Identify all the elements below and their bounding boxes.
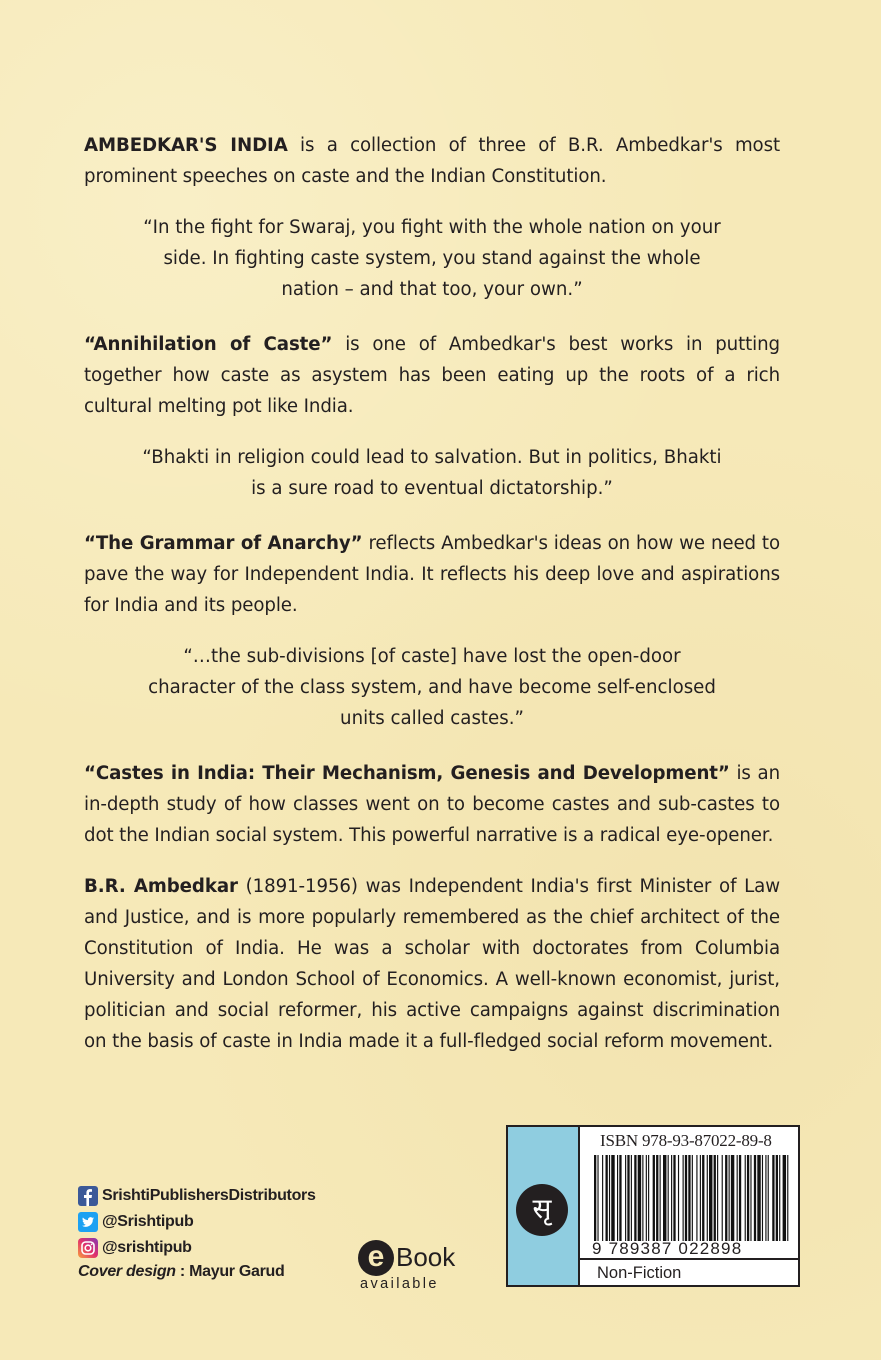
isbn-label: ISBN 978-93-87022-89-8 (600, 1131, 772, 1150)
barcode-bar (700, 1155, 701, 1241)
barcode-bar (631, 1155, 632, 1241)
barcode-bar (745, 1155, 746, 1241)
barcode-bars (592, 1155, 792, 1247)
barcode-bar (762, 1155, 763, 1241)
barcode-bar (678, 1155, 679, 1241)
book-title: AMBEDKAR'S INDIA (84, 135, 288, 156)
cover-design-separator: : (175, 1263, 190, 1280)
author-name: B.R. Ambedkar (84, 876, 238, 897)
ebook-badge (358, 1240, 478, 1300)
barcode-bar (602, 1155, 603, 1241)
twitter-link[interactable] (78, 1209, 316, 1235)
barcode-bar (671, 1155, 672, 1241)
ebook-available: available (360, 1276, 439, 1292)
barcode-bar (722, 1155, 723, 1241)
barcode-bar (653, 1155, 655, 1241)
section-grammar-title: “The Grammar of Anarchy” (84, 533, 363, 554)
barcode-bar (656, 1155, 658, 1241)
barcode-bar (692, 1155, 693, 1241)
twitter-handle: @Srishtipub (102, 1213, 194, 1230)
back-cover-text (84, 130, 780, 1077)
intro-text: is a collection of three of B.R. Ambedkar's most prominent speeches on caste and the Indian Constitution. (84, 135, 780, 187)
barcode-bar (642, 1155, 643, 1241)
barcode-bar (717, 1155, 718, 1241)
barcode-bar (611, 1155, 614, 1241)
facebook-icon (78, 1186, 98, 1206)
instagram-icon (78, 1238, 98, 1258)
barcode-bar (779, 1155, 780, 1241)
quote-3: “…the sub-divisions [of caste] have lost the open-door character of the class system, and have become self-enclosed units called castes.” (148, 646, 716, 729)
barcode-bar (660, 1155, 661, 1241)
section-castes-text: is an in-depth study of how classes went on to become castes and sub-castes to dot the Indian social system. This powerful narrative is a radical eye-opener. (84, 763, 781, 846)
quote-1: “In the fight for Swaraj, you fight with the whole nation on your side. In fighting caste system, you stand against the whole nation – and that too, your own.” (143, 217, 721, 300)
barcode-bar (765, 1155, 766, 1241)
barcode-bar (702, 1155, 704, 1241)
barcode-bar (750, 1155, 751, 1241)
barcode-bar (776, 1155, 778, 1241)
ebook-e-icon: e (358, 1240, 394, 1276)
barcode-bar (634, 1155, 636, 1241)
section-castes-title: “Castes in India: Their Mechanism, Genesis and Development” (84, 763, 730, 784)
barcode-bar (685, 1155, 687, 1241)
barcode-bar (597, 1155, 598, 1241)
section-castes (84, 758, 780, 851)
instagram-link[interactable] (78, 1235, 316, 1261)
twitter-icon (78, 1212, 98, 1232)
barcode-bar (725, 1155, 727, 1241)
barcode-bar (787, 1155, 788, 1241)
intro-paragraph (84, 130, 780, 192)
barcode-bar (619, 1155, 621, 1241)
isbn-barcode-box (506, 1125, 800, 1287)
barcode-bar (768, 1155, 769, 1241)
barcode-bar (747, 1155, 749, 1241)
isbn-digits: 9 789387 022898 (592, 1239, 743, 1258)
section-annihilation-title: “Annihilation of Caste” (84, 334, 333, 355)
barcode-bar (729, 1155, 730, 1241)
section-annihilation (84, 329, 780, 422)
instagram-handle: @srishtipub (102, 1239, 192, 1256)
cover-designer-name: Mayur Garud (189, 1263, 285, 1280)
publisher-logo-panel (508, 1127, 580, 1285)
cover-design-label: Cover design (78, 1263, 176, 1280)
barcode-bar (648, 1155, 649, 1241)
barcode-bar (731, 1155, 734, 1241)
barcode-bar (609, 1155, 610, 1241)
barcode-bar (772, 1155, 774, 1241)
barcode-bar (757, 1155, 760, 1241)
barcode-bar (617, 1155, 618, 1241)
section-grammar-text: reflects Ambedkar's ideas on how we need to pave the way for Independent India. It reflects his deep love and aspirations for India and its people. (84, 533, 780, 616)
barcode-bar (627, 1155, 629, 1241)
genre-label: Non-Fiction (579, 1258, 798, 1287)
barcode-bar (683, 1155, 684, 1241)
facebook-link[interactable] (78, 1183, 316, 1209)
barcode-bar (638, 1155, 641, 1241)
barcode-bar (663, 1155, 666, 1241)
barcode-bar (707, 1155, 708, 1241)
barcode-bar (606, 1155, 608, 1241)
author-bio (84, 871, 780, 1057)
section-grammar (84, 528, 780, 621)
barcode-bar (668, 1155, 669, 1241)
barcode-bar (696, 1155, 697, 1241)
author-bio-text: (1891-1956) was Independent India's first Minister of Law and Justice, and is more popularly remembered as the chief architect of the Constitution of India. He was a scholar with doctorates from Columbia University and London School of Economics. A well-known economist, jurist, politician and social reformer, his active campaigns against discrimination on the basis of caste in India made it a full-fledged social reform movement. (84, 876, 780, 1052)
quote-2: “Bhakti in religion could lead to salvation. But in politics, Bhakti is a sure road to eventual dictatorship.” (142, 447, 722, 499)
barcode-bar (783, 1155, 786, 1241)
publisher-logo: सृ (516, 1184, 568, 1236)
barcode-bar (646, 1155, 647, 1241)
barcode-bar (754, 1155, 756, 1241)
social-links (78, 1183, 316, 1281)
barcode-bar (739, 1155, 741, 1241)
barcode-bar (625, 1155, 626, 1241)
cover-design-credit (78, 1263, 316, 1281)
barcode-bar (709, 1155, 712, 1241)
facebook-handle: SrishtiPublishersDistributors (102, 1187, 316, 1204)
barcode-bar (594, 1155, 596, 1241)
barcode-bar (688, 1155, 690, 1241)
barcode-bar (714, 1155, 716, 1241)
ebook-word: Book (396, 1242, 456, 1272)
barcode-bar (673, 1155, 675, 1241)
barcode-bar (737, 1155, 738, 1241)
section-annihilation-text: is one of Ambedkar's best works in putting together how caste as asystem has been eating up the roots of a rich cultural melting pot like India. (84, 334, 780, 417)
